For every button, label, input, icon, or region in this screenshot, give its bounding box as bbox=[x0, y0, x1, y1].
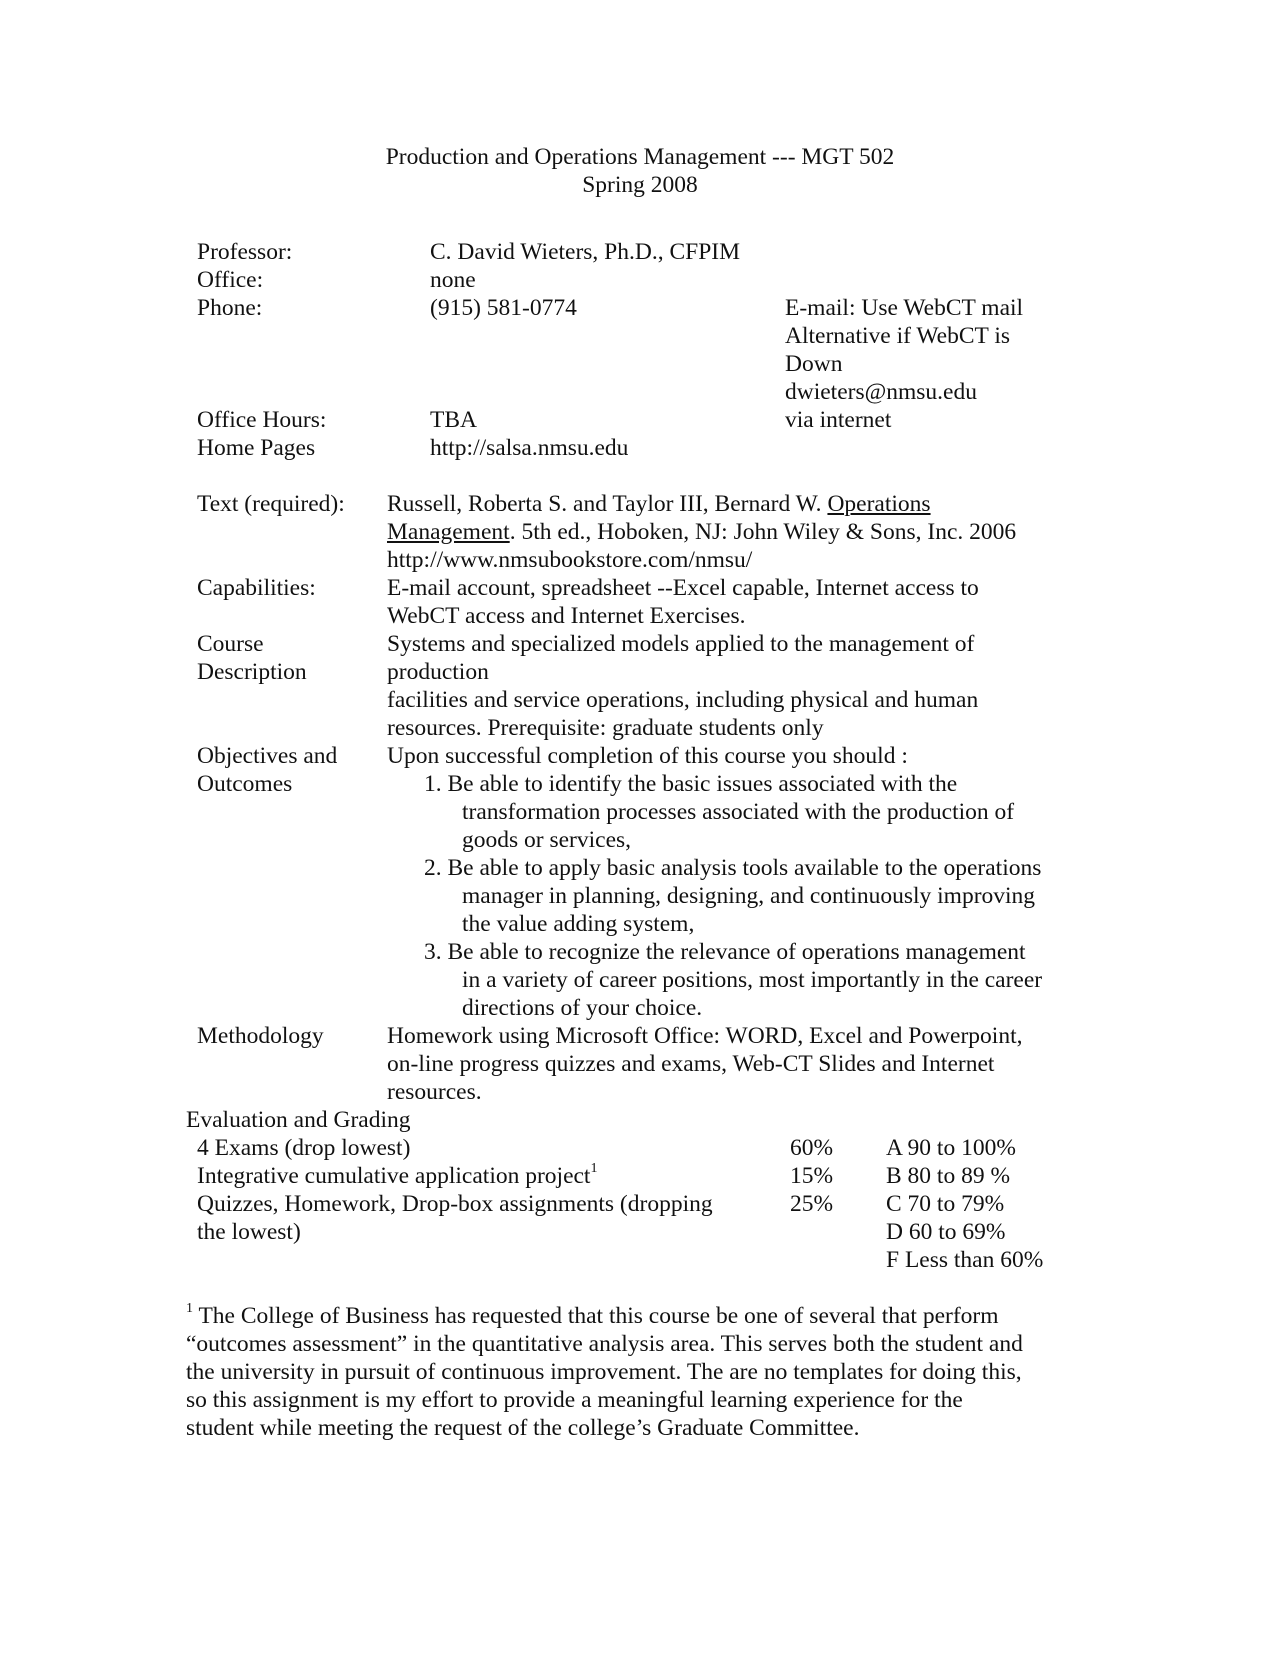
footnote-line: the university in pursuit of continuous improvement. The are no templates for doing this, bbox=[186, 1359, 1022, 1385]
objective-item-continuation: goods or services, bbox=[462, 827, 632, 853]
course-term: Spring 2008 bbox=[582, 172, 698, 198]
methodology-line: on-line progress quizzes and exams, Web-CT Slides and Internet bbox=[387, 1051, 995, 1077]
phone-value: (915) 581-0774 bbox=[430, 295, 577, 321]
grading-item-text: Integrative cumulative application project bbox=[197, 1163, 591, 1189]
book-title-part2: Management bbox=[387, 519, 510, 545]
description-line: resources. Prerequisite: graduate students only bbox=[387, 715, 824, 741]
grade-scale: C 70 to 79% bbox=[886, 1191, 1005, 1217]
professor-label: Professor: bbox=[197, 239, 293, 265]
grading-item: the lowest) bbox=[197, 1219, 301, 1245]
footnote-text: The College of Business has requested that this course be one of several that perform bbox=[198, 1303, 999, 1329]
objective-item-continuation: manager in planning, designing, and continuously improving bbox=[462, 883, 1036, 909]
grading-item: Quizzes, Homework, Drop-box assignments (dropping bbox=[197, 1191, 713, 1217]
objective-item: 3. Be able to recognize the relevance of operations management bbox=[424, 939, 1026, 965]
footnote-line bbox=[186, 1302, 999, 1330]
capabilities-label: Capabilities: bbox=[197, 575, 316, 601]
office-label: Office: bbox=[197, 267, 264, 293]
footnote-line: student while meeting the request of the college’s Graduate Committee. bbox=[186, 1415, 860, 1441]
objectives-intro: Upon successful completion of this course you should : bbox=[387, 743, 908, 769]
book-title-part1: Operations bbox=[827, 491, 931, 517]
course-title: Production and Operations Management --- MGT 502 bbox=[385, 144, 895, 170]
text-required-label: Text (required): bbox=[197, 491, 345, 517]
objective-item-continuation: the value adding system, bbox=[462, 911, 695, 937]
grading-weight: 25% bbox=[790, 1191, 834, 1217]
capabilities-line: E-mail account, spreadsheet --Excel capable, Internet access to bbox=[387, 575, 979, 601]
email-line: E-mail: Use WebCT mail bbox=[785, 295, 1024, 321]
office-value: none bbox=[430, 267, 476, 293]
capabilities-line: WebCT access and Internet Exercises. bbox=[387, 603, 746, 629]
email-line: via internet bbox=[785, 407, 892, 433]
footnote-marker: 1 bbox=[186, 1301, 193, 1317]
course-description-label: Description bbox=[197, 659, 307, 685]
office-hours-label: Office Hours: bbox=[197, 407, 327, 433]
email-line: Alternative if WebCT is bbox=[785, 323, 1011, 349]
objective-item: 1. Be able to identify the basic issues associated with the bbox=[424, 771, 958, 797]
objectives-label: Outcomes bbox=[197, 771, 293, 797]
bookstore-link[interactable]: http://www.nmsubookstore.com/nmsu/ bbox=[387, 547, 753, 573]
footnote-line: “outcomes assessment” in the quantitative analysis area. This serves both the student and bbox=[186, 1331, 1023, 1357]
home-pages-label: Home Pages bbox=[197, 435, 316, 461]
grading-weight: 15% bbox=[790, 1163, 834, 1189]
objective-item-continuation: transformation processes associated with the production of bbox=[462, 799, 1015, 825]
objectives-label: Objectives and bbox=[197, 743, 338, 769]
description-line: production bbox=[387, 659, 489, 685]
footnote-ref: 1 bbox=[590, 1161, 598, 1177]
description-line: facilities and service operations, including physical and human bbox=[387, 687, 979, 713]
citation-publisher: . 5th ed., Hoboken, NJ: John Wiley & Sons, Inc. 2006 bbox=[509, 519, 1017, 545]
email-line: Down bbox=[785, 351, 843, 377]
grade-scale: D 60 to 69% bbox=[886, 1219, 1006, 1245]
objective-item: 2. Be able to apply basic analysis tools available to the operations bbox=[424, 855, 1042, 881]
grading-item bbox=[197, 1162, 597, 1190]
methodology-line: Homework using Microsoft Office: WORD, Excel and Powerpoint, bbox=[387, 1023, 1023, 1049]
text-citation-line1 bbox=[387, 490, 931, 518]
description-line: Systems and specialized models applied to the management of bbox=[387, 631, 975, 657]
grade-scale: F Less than 60% bbox=[886, 1247, 1044, 1273]
objective-item-continuation: in a variety of career positions, most importantly in the career bbox=[462, 967, 1043, 993]
methodology-label: Methodology bbox=[197, 1023, 324, 1049]
grading-weight: 60% bbox=[790, 1135, 834, 1161]
course-description-label: Course bbox=[197, 631, 264, 657]
phone-label: Phone: bbox=[197, 295, 263, 321]
grading-heading: Evaluation and Grading bbox=[186, 1107, 411, 1133]
grading-item: 4 Exams (drop lowest) bbox=[197, 1135, 411, 1161]
objective-item-continuation: directions of your choice. bbox=[462, 995, 703, 1021]
professor-value: C. David Wieters, Ph.D., CFPIM bbox=[430, 239, 741, 265]
footnote-line: so this assignment is my effort to provide a meaningful learning experience for the bbox=[186, 1387, 963, 1413]
methodology-line: resources. bbox=[387, 1079, 482, 1105]
grade-scale: A 90 to 100% bbox=[886, 1135, 1016, 1161]
text-citation-line2 bbox=[387, 518, 1016, 546]
citation-authors: Russell, Roberta S. and Taylor III, Bernard W. bbox=[387, 491, 828, 517]
grade-scale: B 80 to 89 % bbox=[886, 1163, 1011, 1189]
office-hours-value: TBA bbox=[430, 407, 477, 433]
email-address[interactable]: dwieters@nmsu.edu bbox=[785, 379, 977, 405]
home-pages-link[interactable]: http://salsa.nmsu.edu bbox=[430, 435, 629, 461]
